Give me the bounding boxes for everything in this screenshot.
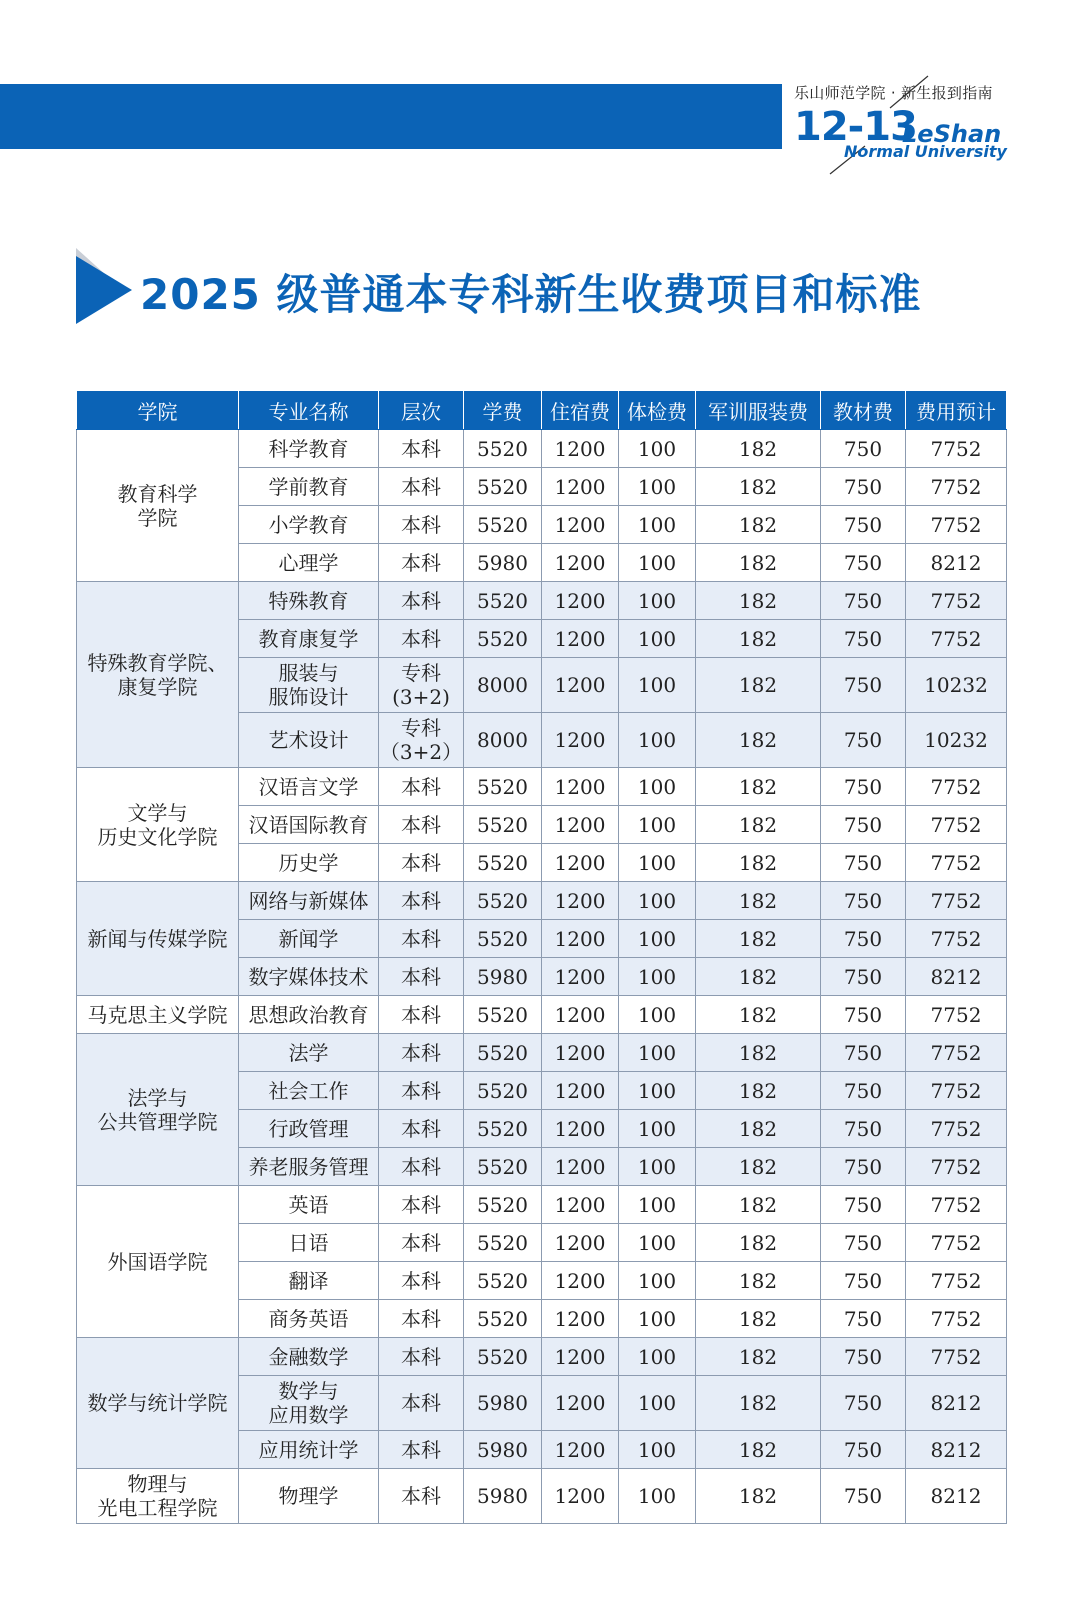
tuition-cell: 5520: [464, 920, 542, 958]
dorm-fee-cell: 1200: [542, 882, 619, 920]
exam-fee-cell: 100: [619, 844, 696, 882]
dorm-fee-cell: 1200: [542, 620, 619, 658]
major-cell: 学前教育: [239, 468, 379, 506]
total-cell: 7752: [906, 920, 1007, 958]
exam-fee-cell: 100: [619, 658, 696, 713]
book-fee-cell: 750: [821, 506, 906, 544]
book-fee-cell: 750: [821, 658, 906, 713]
book-fee-cell: 750: [821, 1034, 906, 1072]
tuition-cell: 5520: [464, 768, 542, 806]
level-cell: 本科: [379, 430, 464, 468]
total-cell: 10232: [906, 713, 1007, 768]
major-cell: 思想政治教育: [239, 996, 379, 1034]
total-cell: 7752: [906, 1186, 1007, 1224]
total-cell: 7752: [906, 1338, 1007, 1376]
book-fee-cell: 750: [821, 1431, 906, 1469]
uniform-fee-cell: 182: [696, 1338, 821, 1376]
book-fee-cell: 750: [821, 768, 906, 806]
total-cell: 7752: [906, 506, 1007, 544]
dorm-fee-cell: 1200: [542, 1300, 619, 1338]
college-cell: 文学与 历史文化学院: [77, 768, 239, 882]
page-numbers: 12-13: [794, 104, 917, 150]
exam-fee-cell: 100: [619, 920, 696, 958]
level-cell: 专科 (3+2): [379, 658, 464, 713]
header-color-band: [0, 84, 782, 149]
college-cell: 外国语学院: [77, 1186, 239, 1338]
level-cell: 本科: [379, 958, 464, 996]
brand-name: LeShan: [902, 120, 1002, 148]
exam-fee-cell: 100: [619, 1224, 696, 1262]
header-major: 专业名称: [239, 391, 379, 430]
uniform-fee-cell: 182: [696, 1376, 821, 1431]
total-cell: 7752: [906, 1262, 1007, 1300]
major-cell: 艺术设计: [239, 713, 379, 768]
level-cell: 本科: [379, 1300, 464, 1338]
uniform-fee-cell: 182: [696, 713, 821, 768]
table-row: [77, 430, 1007, 468]
total-cell: 7752: [906, 1072, 1007, 1110]
major-cell: 数字媒体技术: [239, 958, 379, 996]
level-cell: 本科: [379, 1262, 464, 1300]
book-fee-cell: 750: [821, 1110, 906, 1148]
book-fee-cell: 750: [821, 1148, 906, 1186]
header-exam-fee: 体检费: [619, 391, 696, 430]
major-cell: 行政管理: [239, 1110, 379, 1148]
exam-fee-cell: 100: [619, 506, 696, 544]
level-cell: 本科: [379, 1431, 464, 1469]
book-fee-cell: 750: [821, 1224, 906, 1262]
tuition-cell: 5980: [464, 958, 542, 996]
major-cell: 法学: [239, 1034, 379, 1072]
total-cell: 8212: [906, 544, 1007, 582]
tuition-cell: 5520: [464, 1224, 542, 1262]
total-cell: 7752: [906, 620, 1007, 658]
book-fee-cell: 750: [821, 544, 906, 582]
header-uniform-fee: 军训服装费: [696, 391, 821, 430]
major-cell: 汉语言文学: [239, 768, 379, 806]
total-cell: 7752: [906, 996, 1007, 1034]
major-cell: 数学与 应用数学: [239, 1376, 379, 1431]
uniform-fee-cell: 182: [696, 620, 821, 658]
uniform-fee-cell: 182: [696, 468, 821, 506]
level-cell: 本科: [379, 1224, 464, 1262]
major-cell: 日语: [239, 1224, 379, 1262]
level-cell: 本科: [379, 468, 464, 506]
dorm-fee-cell: 1200: [542, 1376, 619, 1431]
tuition-cell: 5520: [464, 1338, 542, 1376]
header-tuition: 学费: [464, 391, 542, 430]
book-fee-cell: 750: [821, 1338, 906, 1376]
guide-title: 乐山师范学院 · 新生报到指南: [794, 84, 993, 102]
tuition-cell: 5520: [464, 1148, 542, 1186]
major-cell: 应用统计学: [239, 1431, 379, 1469]
header-college: 学院: [77, 391, 239, 430]
table-row: [77, 1469, 1007, 1524]
total-cell: 7752: [906, 768, 1007, 806]
dorm-fee-cell: 1200: [542, 996, 619, 1034]
book-fee-cell: 750: [821, 996, 906, 1034]
exam-fee-cell: 100: [619, 544, 696, 582]
level-cell: 本科: [379, 1376, 464, 1431]
level-cell: 本科: [379, 920, 464, 958]
level-cell: 本科: [379, 996, 464, 1034]
tuition-cell: 5980: [464, 544, 542, 582]
book-fee-cell: 750: [821, 882, 906, 920]
college-cell: 教育科学 学院: [77, 430, 239, 582]
level-cell: 本科: [379, 806, 464, 844]
dorm-fee-cell: 1200: [542, 1034, 619, 1072]
tuition-cell: 5520: [464, 882, 542, 920]
dorm-fee-cell: 1200: [542, 1072, 619, 1110]
college-cell: 数学与统计学院: [77, 1338, 239, 1469]
major-cell: 服装与 服饰设计: [239, 658, 379, 713]
exam-fee-cell: 100: [619, 1110, 696, 1148]
tuition-cell: 5520: [464, 1186, 542, 1224]
header-total: 费用预计: [906, 391, 1007, 430]
total-cell: 7752: [906, 1034, 1007, 1072]
book-fee-cell: 750: [821, 844, 906, 882]
tuition-cell: 5520: [464, 582, 542, 620]
table-row: [77, 996, 1007, 1034]
tuition-cell: 5520: [464, 1300, 542, 1338]
book-fee-cell: 750: [821, 806, 906, 844]
dorm-fee-cell: 1200: [542, 844, 619, 882]
dorm-fee-cell: 1200: [542, 544, 619, 582]
major-cell: 英语: [239, 1186, 379, 1224]
tuition-cell: 5520: [464, 806, 542, 844]
table-row: [77, 1034, 1007, 1072]
tuition-cell: 5520: [464, 844, 542, 882]
exam-fee-cell: 100: [619, 582, 696, 620]
uniform-fee-cell: 182: [696, 1110, 821, 1148]
book-fee-cell: 750: [821, 920, 906, 958]
dorm-fee-cell: 1200: [542, 430, 619, 468]
uniform-fee-cell: 182: [696, 506, 821, 544]
tuition-cell: 5980: [464, 1469, 542, 1524]
dorm-fee-cell: 1200: [542, 1262, 619, 1300]
college-cell: 特殊教育学院、 康复学院: [77, 582, 239, 768]
uniform-fee-cell: 182: [696, 1300, 821, 1338]
exam-fee-cell: 100: [619, 1072, 696, 1110]
major-cell: 小学教育: [239, 506, 379, 544]
tuition-cell: 5520: [464, 1262, 542, 1300]
major-cell: 科学教育: [239, 430, 379, 468]
total-cell: 10232: [906, 658, 1007, 713]
uniform-fee-cell: 182: [696, 1262, 821, 1300]
book-fee-cell: 750: [821, 1262, 906, 1300]
level-cell: 本科: [379, 1338, 464, 1376]
level-cell: 本科: [379, 1110, 464, 1148]
tuition-cell: 8000: [464, 658, 542, 713]
total-cell: 7752: [906, 582, 1007, 620]
tuition-cell: 5520: [464, 430, 542, 468]
table-row: [77, 1186, 1007, 1224]
college-cell: 新闻与传媒学院: [77, 882, 239, 996]
header-book-fee: 教材费: [821, 391, 906, 430]
brand-subtitle: Normal University: [844, 142, 1007, 161]
level-cell: 本科: [379, 1148, 464, 1186]
exam-fee-cell: 100: [619, 1338, 696, 1376]
uniform-fee-cell: 182: [696, 1186, 821, 1224]
college-cell: 物理与 光电工程学院: [77, 1469, 239, 1524]
tuition-cell: 5980: [464, 1376, 542, 1431]
uniform-fee-cell: 182: [696, 882, 821, 920]
major-cell: 汉语国际教育: [239, 806, 379, 844]
total-cell: 7752: [906, 882, 1007, 920]
major-cell: 养老服务管理: [239, 1148, 379, 1186]
dorm-fee-cell: 1200: [542, 506, 619, 544]
tuition-cell: 5520: [464, 1110, 542, 1148]
exam-fee-cell: 100: [619, 1262, 696, 1300]
exam-fee-cell: 100: [619, 1186, 696, 1224]
uniform-fee-cell: 182: [696, 768, 821, 806]
uniform-fee-cell: 182: [696, 996, 821, 1034]
tuition-cell: 5520: [464, 506, 542, 544]
exam-fee-cell: 100: [619, 1431, 696, 1469]
book-fee-cell: 750: [821, 430, 906, 468]
uniform-fee-cell: 182: [696, 430, 821, 468]
total-cell: 7752: [906, 1110, 1007, 1148]
exam-fee-cell: 100: [619, 468, 696, 506]
uniform-fee-cell: 182: [696, 1224, 821, 1262]
exam-fee-cell: 100: [619, 430, 696, 468]
college-cell: 马克思主义学院: [77, 996, 239, 1034]
uniform-fee-cell: 182: [696, 1034, 821, 1072]
uniform-fee-cell: 182: [696, 958, 821, 996]
tuition-cell: 5520: [464, 1072, 542, 1110]
uniform-fee-cell: 182: [696, 1469, 821, 1524]
tuition-cell: 5520: [464, 620, 542, 658]
major-cell: 心理学: [239, 544, 379, 582]
book-fee-cell: 750: [821, 468, 906, 506]
total-cell: 8212: [906, 1469, 1007, 1524]
college-cell: 法学与 公共管理学院: [77, 1034, 239, 1186]
level-cell: 本科: [379, 582, 464, 620]
uniform-fee-cell: 182: [696, 1148, 821, 1186]
exam-fee-cell: 100: [619, 1148, 696, 1186]
dorm-fee-cell: 1200: [542, 806, 619, 844]
level-cell: 本科: [379, 1469, 464, 1524]
exam-fee-cell: 100: [619, 882, 696, 920]
major-cell: 社会工作: [239, 1072, 379, 1110]
title-arrow-icon: [76, 248, 136, 328]
table-row: [77, 1338, 1007, 1376]
table-row: [77, 768, 1007, 806]
book-fee-cell: 750: [821, 582, 906, 620]
major-cell: 特殊教育: [239, 582, 379, 620]
level-cell: 本科: [379, 1034, 464, 1072]
major-cell: 教育康复学: [239, 620, 379, 658]
dorm-fee-cell: 1200: [542, 1338, 619, 1376]
major-cell: 历史学: [239, 844, 379, 882]
tuition-cell: 5520: [464, 1034, 542, 1072]
total-cell: 7752: [906, 430, 1007, 468]
exam-fee-cell: 100: [619, 713, 696, 768]
total-cell: 7752: [906, 844, 1007, 882]
total-cell: 8212: [906, 958, 1007, 996]
dorm-fee-cell: 1200: [542, 768, 619, 806]
page-title: 2025 级普通本专科新生收费项目和标准: [140, 270, 922, 319]
exam-fee-cell: 100: [619, 620, 696, 658]
book-fee-cell: 750: [821, 1186, 906, 1224]
exam-fee-cell: 100: [619, 806, 696, 844]
total-cell: 7752: [906, 1148, 1007, 1186]
level-cell: 本科: [379, 768, 464, 806]
exam-fee-cell: 100: [619, 958, 696, 996]
book-fee-cell: 750: [821, 713, 906, 768]
tuition-cell: 5520: [464, 468, 542, 506]
dorm-fee-cell: 1200: [542, 1224, 619, 1262]
level-cell: 本科: [379, 1072, 464, 1110]
total-cell: 8212: [906, 1431, 1007, 1469]
total-cell: 8212: [906, 1376, 1007, 1431]
dorm-fee-cell: 1200: [542, 658, 619, 713]
major-cell: 商务英语: [239, 1300, 379, 1338]
dorm-fee-cell: 1200: [542, 1186, 619, 1224]
major-cell: 新闻学: [239, 920, 379, 958]
book-fee-cell: 750: [821, 958, 906, 996]
header-brand-block: [790, 74, 1080, 194]
exam-fee-cell: 100: [619, 1376, 696, 1431]
dorm-fee-cell: 1200: [542, 713, 619, 768]
total-cell: 7752: [906, 1300, 1007, 1338]
tuition-cell: 8000: [464, 713, 542, 768]
table-header-row: [77, 391, 1007, 430]
dorm-fee-cell: 1200: [542, 1148, 619, 1186]
book-fee-cell: 750: [821, 1300, 906, 1338]
fee-table: [76, 390, 1007, 1524]
book-fee-cell: 750: [821, 1072, 906, 1110]
major-cell: 翻译: [239, 1262, 379, 1300]
total-cell: 7752: [906, 806, 1007, 844]
dorm-fee-cell: 1200: [542, 1469, 619, 1524]
major-cell: 金融数学: [239, 1338, 379, 1376]
exam-fee-cell: 100: [619, 1469, 696, 1524]
uniform-fee-cell: 182: [696, 844, 821, 882]
book-fee-cell: 750: [821, 1376, 906, 1431]
level-cell: 本科: [379, 844, 464, 882]
level-cell: 本科: [379, 544, 464, 582]
dorm-fee-cell: 1200: [542, 1431, 619, 1469]
level-cell: 本科: [379, 620, 464, 658]
table-row: [77, 882, 1007, 920]
major-cell: 物理学: [239, 1469, 379, 1524]
major-cell: 网络与新媒体: [239, 882, 379, 920]
uniform-fee-cell: 182: [696, 658, 821, 713]
dorm-fee-cell: 1200: [542, 920, 619, 958]
tuition-cell: 5520: [464, 996, 542, 1034]
uniform-fee-cell: 182: [696, 920, 821, 958]
level-cell: 本科: [379, 1186, 464, 1224]
total-cell: 7752: [906, 468, 1007, 506]
dorm-fee-cell: 1200: [542, 1110, 619, 1148]
exam-fee-cell: 100: [619, 996, 696, 1034]
dorm-fee-cell: 1200: [542, 468, 619, 506]
uniform-fee-cell: 182: [696, 1072, 821, 1110]
table-row: [77, 582, 1007, 620]
uniform-fee-cell: 182: [696, 544, 821, 582]
exam-fee-cell: 100: [619, 1300, 696, 1338]
exam-fee-cell: 100: [619, 768, 696, 806]
header-dorm-fee: 住宿费: [542, 391, 619, 430]
exam-fee-cell: 100: [619, 1034, 696, 1072]
dorm-fee-cell: 1200: [542, 582, 619, 620]
uniform-fee-cell: 182: [696, 1431, 821, 1469]
uniform-fee-cell: 182: [696, 806, 821, 844]
level-cell: 本科: [379, 882, 464, 920]
tuition-cell: 5980: [464, 1431, 542, 1469]
level-cell: 本科: [379, 506, 464, 544]
level-cell: 专科 （3+2）: [379, 713, 464, 768]
uniform-fee-cell: 182: [696, 582, 821, 620]
book-fee-cell: 750: [821, 1469, 906, 1524]
dorm-fee-cell: 1200: [542, 958, 619, 996]
total-cell: 7752: [906, 1224, 1007, 1262]
book-fee-cell: 750: [821, 620, 906, 658]
header-level: 层次: [379, 391, 464, 430]
table-body: [77, 430, 1007, 1524]
